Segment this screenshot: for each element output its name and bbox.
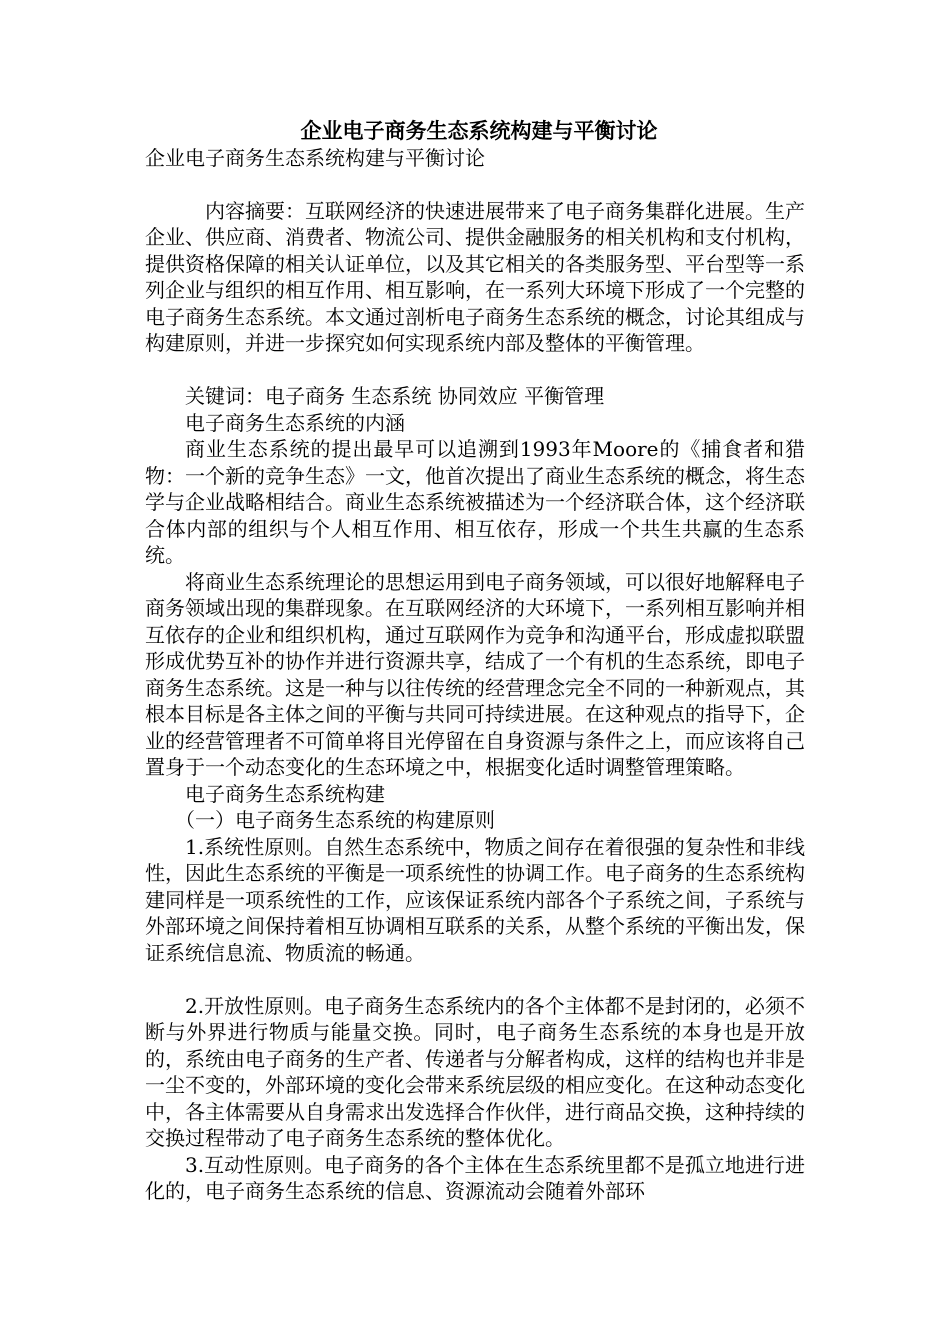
document-title: 企业电子商务生态系统构建与平衡讨论 (300, 118, 658, 143)
spacer (145, 171, 805, 198)
spacer (145, 357, 805, 384)
section-heading-connotation: 电子商务生态系统的内涵 (185, 410, 405, 435)
subsection-heading-principles: （一）电子商务生态系统的构建原则 (175, 808, 495, 832)
body-paragraph: 将商业生态系统理论的思想运用到电子商务领域，可以很好地解释电子商务领域出现的集群现象。在互联网经济的大环境下，一系列相互影响并相互依存的企业和组织机构，通过互联网作为竞争和沟通平台，形成虚拟联盟形成优势互补的协作并进行资源共享，结成了一个有机的生态系统，即电子商务生态系统。这是一种与以往传统的经营理念完全不同的一种新观点，其根本目标是各主体之间的平衡与共同可持续进展。在这种观点的指导下，企业的经营管理者不可简单将目光停留在自身资源与条件之上，而应该将自己置身于一个动态变化的生态环境之中，根据变化适时调整管理策略。 (145, 569, 805, 779)
body-paragraph: 1.系统性原则。自然生态系统中，物质之间存在着很强的复杂性和非线性，因此生态系统的平衡是一项系统性的协调工作。电子商务的生态系统构建同样是一项系统性的工作，应该保证系统内部各个子系统之间，子系统与外部环境之间保持着相互协调相互联系的关系，从整个系统的平衡出发，保证系统信息流、物质流的畅通。 (145, 834, 805, 965)
body-paragraph: 2.开放性原则。电子商务生态系统内的各个主体都不是封闭的，必须不断与外界进行物质与能量交换。同时，电子商务生态系统的本身也是开放的，系统由电子商务的生产者、传递者与分解者构成，这样的结构也并非是一尘不变的，外部环境的变化会带来系统层级的相应变化。在这种动态变化中，各主体需要从自身需求出发选择合作伙伴，进行商品交换，这种持续的交换过程带动了电子商务生态系统的整体优化。 (145, 993, 805, 1150)
spacer (145, 966, 805, 993)
abstract-paragraph: 内容摘要：互联网经济的快速进展带来了电子商务集群化进展。生产企业、供应商、消费者、物流公司、提供金融服务的相关机构和支付机构，提供资格保障的相关认证单位，以及其它相关的各类服务型、平台型等一系列企业与组织的相互作用、相互影响，在一系列大环境下形成了一个完整的电子商务生态系统。本文通过剖析电子商务生态系统的概念，讨论其组成与构建原则，并进一步探究如何实现系统内部及整体的平衡管理。 (145, 198, 805, 355)
document-subtitle: 企业电子商务生态系统构建与平衡讨论 (145, 145, 485, 170)
document-page (145, 118, 805, 1205)
keywords-line: 关键词：电子商务 生态系统 协同效应 平衡管理 (185, 384, 605, 408)
body-paragraph: 3.互动性原则。电子商务的各个主体在生态系统里都不是孤立地进行进化的，电子商务生态系统的信息、资源流动会随着外部环 (145, 1152, 805, 1203)
body-paragraph: 商业生态系统的提出最早可以追溯到1993年Moore的《捕食者和猎物：一个新的竞争生态》一文，他首次提出了商业生态系统的概念，将生态学与企业战略相结合。商业生态系统被描述为一个经济联合体，这个经济联合体内部的组织与个人相互作用、相互依存，形成一个共生共赢的生态系统。 (145, 437, 805, 567)
section-heading-construction: 电子商务生态系统构建 (185, 781, 385, 806)
